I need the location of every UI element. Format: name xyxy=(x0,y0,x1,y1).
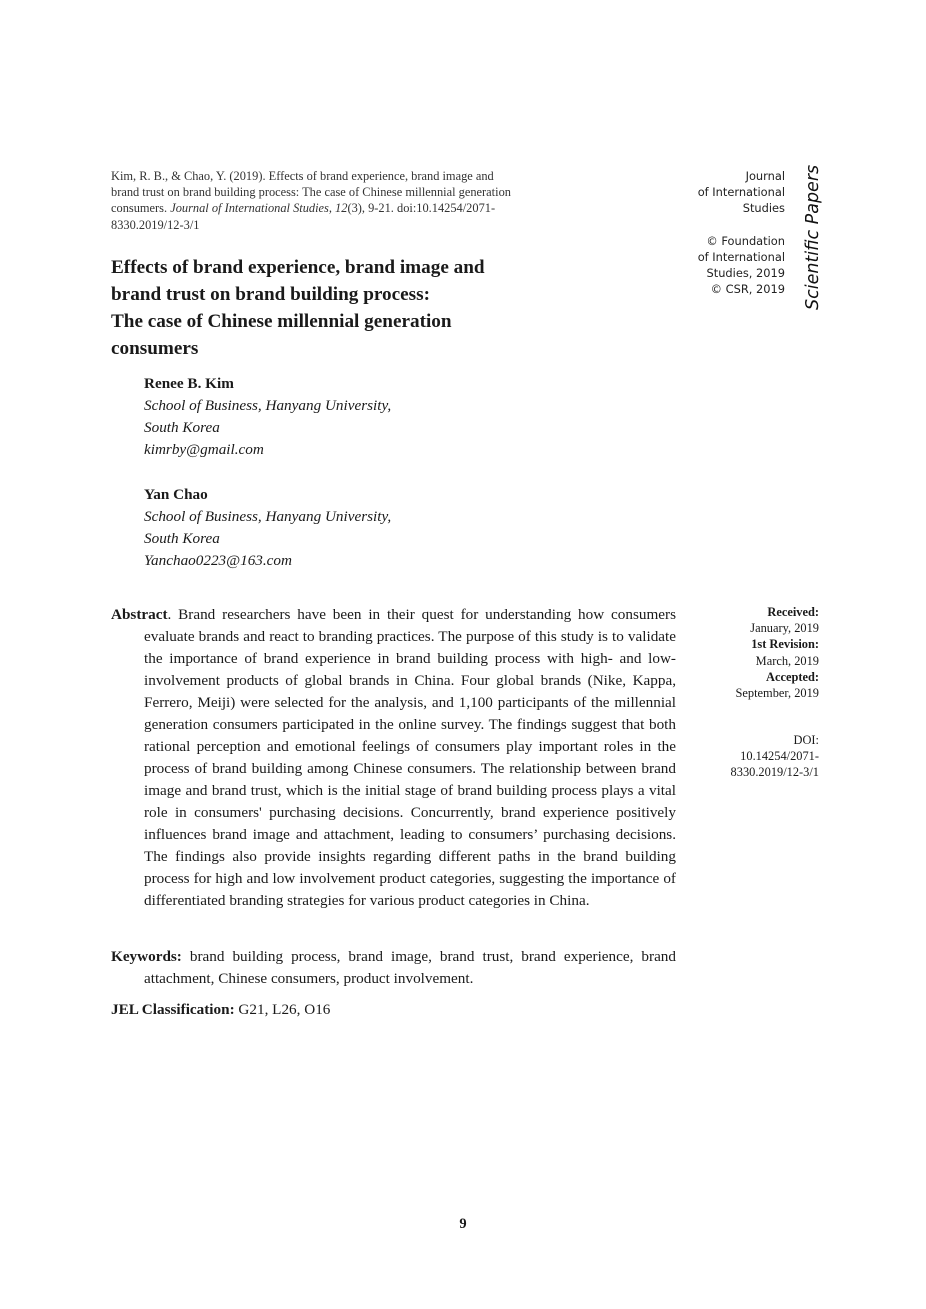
citation-journal: Journal of International Studies, 12 xyxy=(170,201,348,216)
revision-label: 1st Revision: xyxy=(751,637,819,652)
doi-line[interactable]: 10.14254/2071- xyxy=(740,749,819,764)
author-name: Renee B. Kim xyxy=(144,375,234,392)
abstract-text: . Brand researchers have been in their quest for understanding how consumers evaluate brands and react to branding practices. The purpose of this study is to validate the importance of brand experience in brand building process with high- and low-involvement products of global brands in China. Four global brands (Nike, Kappa, Ferrero, Meiji) were selected for the analysis, and 1,100 participants of the millennial generation consumers participated in the online survey. The findings suggest that both rational perception and emotional feelings of consumers play important roles in the process of brand building among Chinese consumers. The relationship between brand image and brand trust, which is the initial stage of brand building process plays a vital role in consumers' purchasing decisions. Concurrently, brand experience positively influences brand image and attachment, leading to consumers’ purchasing decisions. The findings also provide insights regarding different paths in the brand building process for high and low involvement product categories, suggesting the importance of differentiated branding strategies for various product categories in China. xyxy=(144,606,676,909)
keywords xyxy=(111,946,676,990)
copyright-line: Studies, 2019 xyxy=(706,266,785,281)
citation-line xyxy=(111,200,556,216)
abstract-paragraph xyxy=(111,604,676,912)
author-email[interactable]: Yanchao0223@163.com xyxy=(144,552,292,569)
jel-classification xyxy=(111,999,676,1021)
journal-info xyxy=(635,168,785,297)
keywords-label: Keywords: xyxy=(111,948,182,965)
abstract-label: Abstract xyxy=(111,606,168,623)
doi-label: DOI: xyxy=(793,733,819,747)
revision-value: March, 2019 xyxy=(755,653,819,668)
jel-label: JEL Classification: xyxy=(111,1001,235,1018)
title-line: brand trust on brand building process: xyxy=(111,284,430,305)
received-value: January, 2019 xyxy=(750,621,819,636)
copyright-line: © CSR, 2019 xyxy=(710,282,785,297)
journal-name-line: Journal xyxy=(745,169,785,183)
author-country: South Korea xyxy=(144,419,220,436)
journal-name-line: of International xyxy=(697,185,785,200)
jel-text: G21, L26, O16 xyxy=(234,1001,331,1018)
citation-line: 8330.2019/12-3/1 xyxy=(111,217,200,232)
abstract xyxy=(111,604,676,912)
author-email[interactable]: kimrby@gmail.com xyxy=(144,441,264,458)
citation-line: brand trust on brand building process: The case of Chinese millennial generation xyxy=(111,185,511,200)
paper-title xyxy=(111,254,581,362)
author-country: South Korea xyxy=(144,530,220,547)
citation xyxy=(111,168,556,233)
doi-sidebar xyxy=(679,732,819,781)
keywords-paragraph xyxy=(111,946,676,990)
citation-text: (3), 9-21. doi:10.14254/2071- xyxy=(347,201,496,216)
received-label: Received: xyxy=(767,605,819,619)
page-number: 9 xyxy=(459,1216,467,1232)
author-name: Yan Chao xyxy=(144,486,208,503)
author-block xyxy=(144,484,544,572)
author-affiliation: School of Business, Hanyang University, xyxy=(144,397,392,414)
keywords-text: brand building process, brand image, brand trust, brand experience, brand attachment, Chinese consumers, product involvement. xyxy=(144,948,676,987)
title-line: consumers xyxy=(111,338,199,359)
scientific-papers-label xyxy=(790,165,830,315)
title-line: Effects of brand experience, brand image and xyxy=(111,257,485,278)
copyright-line: of International xyxy=(697,249,785,264)
author-block xyxy=(144,373,544,461)
accepted-value: September, 2019 xyxy=(735,686,819,701)
dates-sidebar xyxy=(679,604,819,701)
author-affiliation: School of Business, Hanyang University, xyxy=(144,508,392,525)
title-line: The case of Chinese millennial generation xyxy=(111,311,452,332)
journal-name-line: Studies xyxy=(742,201,785,216)
vertical-label-text: Scientific Papers xyxy=(803,165,823,310)
citation-text: consumers. xyxy=(111,201,171,216)
accepted-label: Accepted: xyxy=(766,669,819,684)
copyright-line: © Foundation xyxy=(706,233,785,248)
doi-line[interactable]: 8330.2019/12-3/1 xyxy=(730,765,819,780)
citation-line: Kim, R. B., & Chao, Y. (2019). Effects of brand experience, brand image and xyxy=(111,169,494,183)
